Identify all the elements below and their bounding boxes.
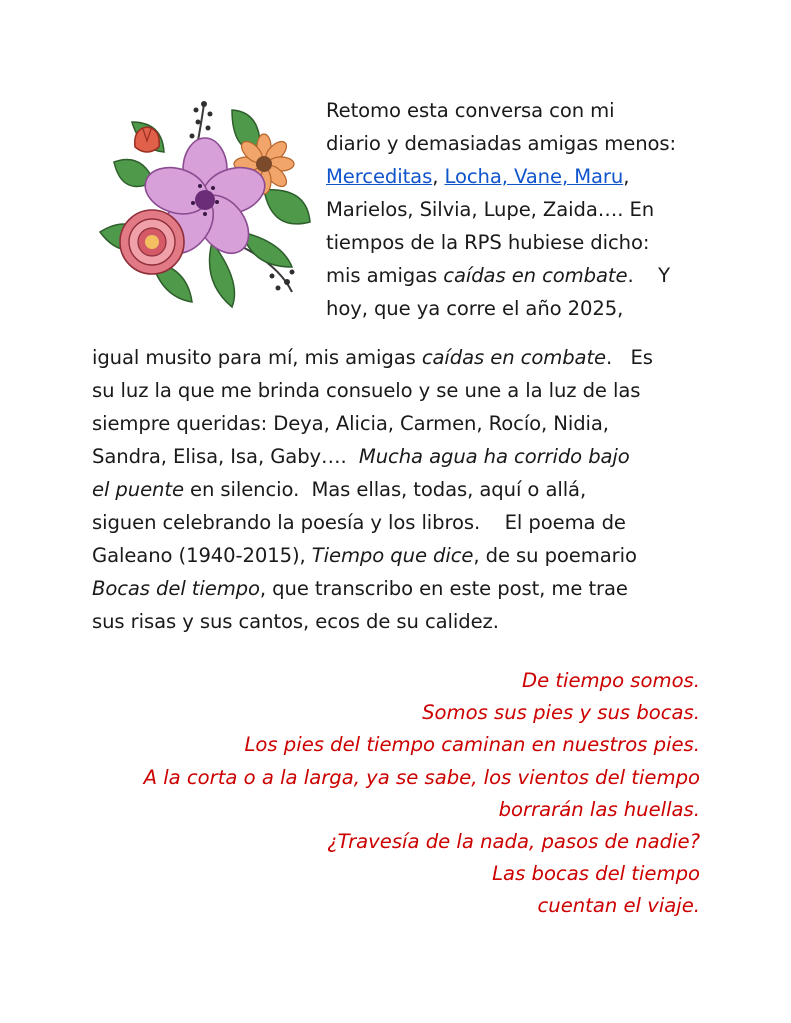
- text-fragment: . Es: [605, 346, 653, 369]
- text-fragment: mis amigas: [326, 264, 444, 287]
- italic-phrase: Mucha agua ha corrido bajo: [358, 445, 630, 468]
- text-line: [326, 160, 706, 193]
- poem-line: ¿Travesía de la nada, pasos de nadie?: [327, 830, 700, 854]
- text-line: [92, 572, 704, 605]
- poem-line: A la corta o a la larga, ya se sabe, los vientos del tiempo: [143, 765, 700, 789]
- link-separator: ,: [432, 165, 445, 188]
- text-fragment: Sandra, Elisa, Isa, Gaby….: [92, 445, 359, 468]
- text-line: Retomo esta conversa con mi: [326, 99, 615, 122]
- flower-bouquet-image: [92, 92, 314, 314]
- body-paragraph: [92, 341, 704, 638]
- italic-phrase: el puente: [92, 478, 184, 501]
- poem-line: borrarán las huellas.: [498, 797, 700, 821]
- text-line: [326, 259, 706, 292]
- text-line: siguen celebrando la poesía y los libros. El poema de: [92, 511, 626, 534]
- text-line: [92, 440, 704, 473]
- text-line: [92, 473, 704, 506]
- punctuation: ,: [623, 165, 630, 188]
- italic-phrase: caídas en combate: [443, 264, 628, 287]
- poem-block: [60, 665, 700, 923]
- text-line: [92, 539, 704, 572]
- text-line: sus risas y sus cantos, ecos de su calidez.: [92, 610, 499, 633]
- intro-paragraph: [326, 94, 706, 325]
- poem-line: Las bocas del tiempo: [492, 862, 700, 886]
- text-line: hoy, que ya corre el año 2025,: [326, 297, 624, 320]
- text-fragment: . Y: [627, 264, 670, 287]
- italic-phrase: caídas en combate: [421, 346, 606, 369]
- text-fragment: Galeano (1940-2015),: [92, 544, 312, 567]
- italic-title: Bocas del tiempo: [92, 577, 260, 600]
- italic-title: Tiempo que dice: [311, 544, 474, 567]
- text-fragment: igual musito para mí, mis amigas: [92, 346, 422, 369]
- poem-line: cuentan el viaje.: [537, 894, 700, 918]
- text-line: Marielos, Silvia, Lupe, Zaida…. En: [326, 198, 655, 221]
- text-fragment: en silencio. Mas ellas, todas, aquí o allá,: [183, 478, 587, 501]
- text-line: su luz la que me brinda consuelo y se une a la luz de las: [92, 379, 641, 402]
- text-line: siempre queridas: Deya, Alicia, Carmen, Rocío, Nidia,: [92, 412, 609, 435]
- link-locha-vane-maru[interactable]: Locha, Vane, Maru: [444, 165, 624, 188]
- text-fragment: , de su poemario: [473, 544, 637, 567]
- text-line: tiempos de la RPS hubiese dicho:: [326, 231, 650, 254]
- link-merceditas[interactable]: Merceditas: [326, 165, 433, 188]
- poem-line: Los pies del tiempo caminan en nuestros pies.: [244, 733, 700, 757]
- text-line: diario y demasiadas amigas menos:: [326, 132, 677, 155]
- text-fragment: , que transcribo en este post, me trae: [259, 577, 628, 600]
- poem-line: De tiempo somos.: [522, 669, 700, 692]
- text-line: [92, 341, 704, 374]
- poem-line: Somos sus pies y sus bocas.: [422, 701, 700, 725]
